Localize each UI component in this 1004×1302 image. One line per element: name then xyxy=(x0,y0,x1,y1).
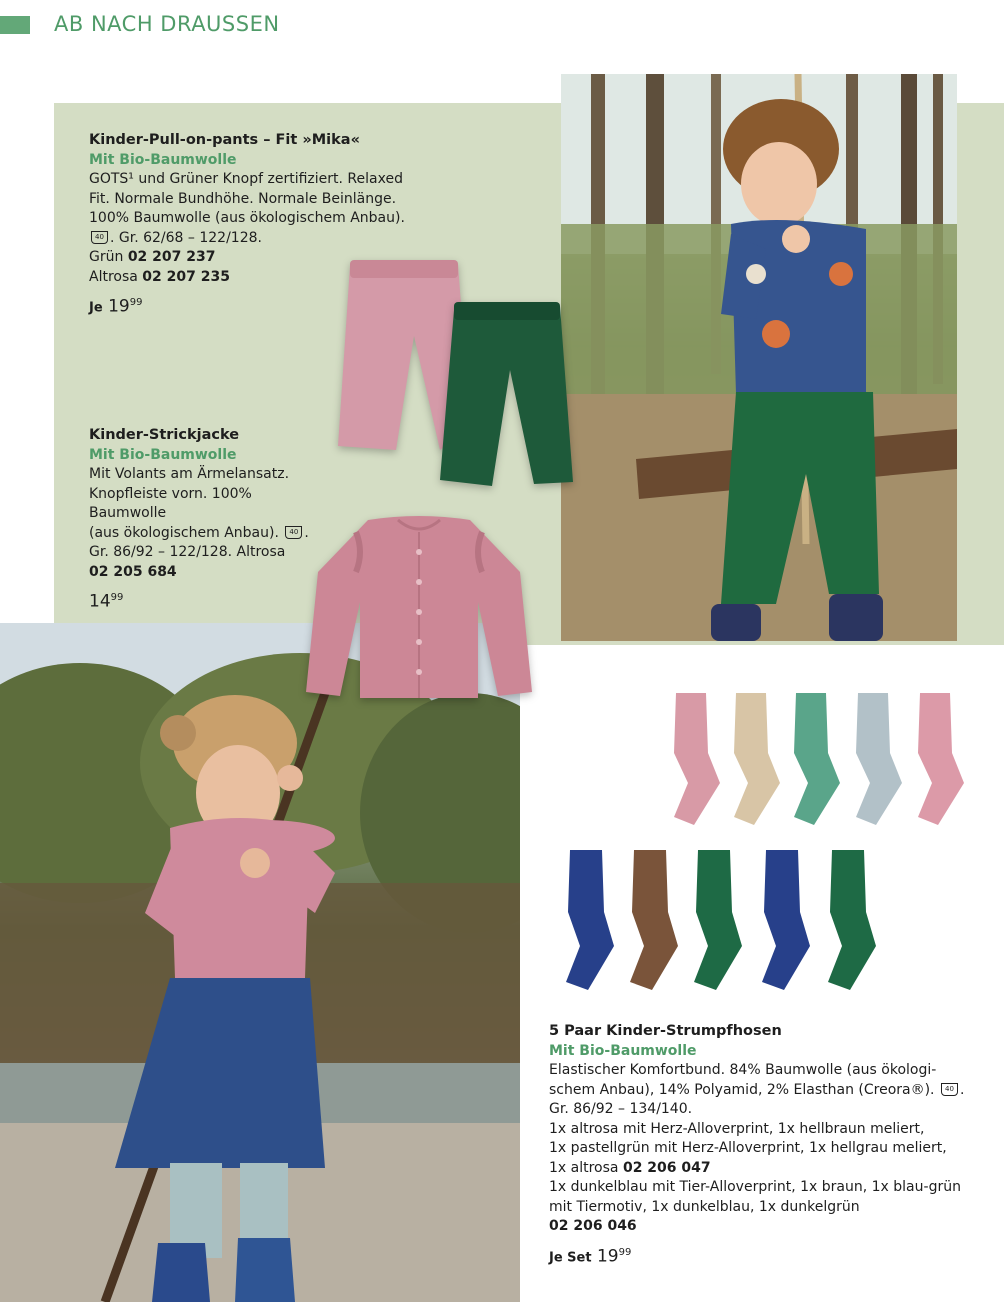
price-main: 14 xyxy=(89,591,111,612)
section-color-bar xyxy=(0,16,30,34)
product-desc-line: schem Anbau), 14% Polyamid, 2% Elasthan (Creora®). xyxy=(549,1081,935,1098)
variant-color: Grün xyxy=(89,249,124,265)
pants-green-image xyxy=(440,300,573,486)
article-number: 02 206 046 xyxy=(549,1218,637,1234)
article-number: 02 205 684 xyxy=(89,563,177,580)
price-cents: 99 xyxy=(618,1246,632,1258)
price-cents: 99 xyxy=(110,592,124,603)
product-desc-line: Fit. Normale Bundhöhe. Normale Beinlänge. xyxy=(89,190,397,207)
price-main: 19 xyxy=(596,1246,619,1267)
product-price xyxy=(89,293,409,318)
product-price xyxy=(89,588,329,612)
product-desc-line: Elastischer Komfortbund. 84% Baumwolle (aus ökologi- xyxy=(549,1062,937,1078)
article-number: 02 207 235 xyxy=(142,268,230,285)
wash-40-icon: 40 xyxy=(91,231,108,244)
product-sizes: . Gr. 62/68 – 122/128. xyxy=(110,229,262,246)
tights-set-2 xyxy=(562,850,884,992)
girl-photo xyxy=(0,623,520,1302)
article-number: 02 206 047 xyxy=(622,1159,711,1176)
cardigan-image xyxy=(306,512,532,698)
price-prefix: Je Set xyxy=(549,1250,592,1266)
wash-40-icon: 40 xyxy=(285,526,302,539)
product-cardigan: Kinder-Strickjacke Mit Bio-Baumwolle Mit Volants am Ärmelansatz. Knopfleiste vorn. 100% Baumwolle (aus ökologischem Anbau). 40 . Gr. 86/92 – 122/128. Altrosa 02 205 684 $14^{99}$ xyxy=(89,426,329,612)
price-main: 19 xyxy=(108,296,130,317)
product-name: Kinder-Pull-on-pants – Fit »Mika« xyxy=(89,132,360,148)
product-tights: 5 Paar Kinder-Strumpfhosen Mit Bio-Baumwolle Elastischer Komfortbund. 84% Baumwolle (aus ökologi- schem Anbau), 14% Polyamid, 2% Elasthan (Creora®). 40 . Gr. 86/92 – 134/140. 1x altrosa mit Herz-Alloverprint, 1x hellbraun meliert, 1x pastellgrün mit Herz-Alloverprint, 1x hellgrau meliert, 1x altrosa 02 206 047 1x dunkelblau mit Tier-Alloverprint, 1x braun, 1x blau-grün mit Tiermotiv, 1x dunkelblau, 1x dunkelgrün 02 206 046 Je Set $19^{99}$ xyxy=(549,1022,969,1268)
article-number: 02 207 237 xyxy=(127,249,216,265)
tights-set-1 xyxy=(662,693,966,829)
set-desc-line: 1x altrosa mit Herz-Alloverprint, 1x hellbraun meliert, xyxy=(549,1120,925,1137)
product-subtitle: Mit Bio-Baumwolle xyxy=(549,1042,697,1059)
price-cents: 99 xyxy=(129,297,143,308)
variant-color: Altrosa xyxy=(89,268,138,285)
product-desc-line: 100% Baumwolle (aus ökologischem Anbau). xyxy=(89,210,405,226)
product-desc-line: Knopfleiste vorn. 100% Baumwolle xyxy=(89,485,252,521)
product-price xyxy=(549,1243,969,1268)
set-desc-line: 1x pastellgrün mit Herz-Alloverprint, 1x hellgrau meliert, xyxy=(549,1140,947,1156)
product-sizes: Gr. 86/92 – 134/140. xyxy=(549,1101,693,1117)
price-prefix: Je xyxy=(89,300,103,316)
set-desc-line: mit Tiermotiv, 1x dunkelblau, 1x dunkelgrün xyxy=(549,1198,860,1215)
product-sizes: Gr. 86/92 – 122/128. Altrosa xyxy=(89,544,286,560)
product-desc-line: GOTS¹ und Grüner Knopf zertifiziert. Relaxed xyxy=(89,171,403,187)
wash-40-icon: 40 xyxy=(941,1083,958,1096)
product-desc-line: Mit Volants am Ärmelansatz. xyxy=(89,466,290,482)
product-subtitle: Mit Bio-Baumwolle xyxy=(89,446,237,463)
boy-photo xyxy=(561,74,957,641)
product-desc-line: (aus ökologischem Anbau). xyxy=(89,524,279,541)
product-name: 5 Paar Kinder-Strumpfhosen xyxy=(549,1023,782,1039)
section-title: AB NACH DRAUSSEN xyxy=(54,12,280,36)
product-name: Kinder-Strickjacke xyxy=(89,427,240,443)
product-pants xyxy=(89,131,409,318)
product-subtitle: Mit Bio-Baumwolle xyxy=(89,151,237,168)
set-desc-line: 1x altrosa xyxy=(549,1159,619,1176)
set-desc-line: 1x dunkelblau mit Tier-Alloverprint, 1x braun, 1x blau-grün xyxy=(549,1179,961,1195)
